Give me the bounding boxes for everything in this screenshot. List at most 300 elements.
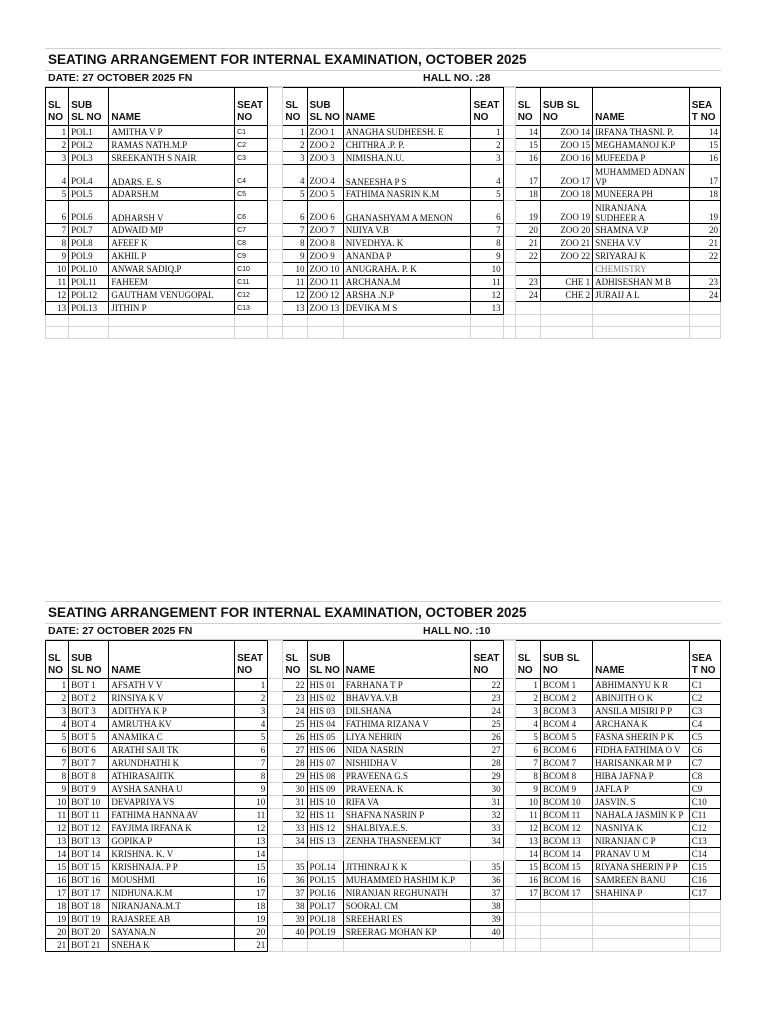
sl-no-cell: 3: [46, 152, 69, 165]
student-name-cell: CHEMISTRY: [593, 263, 690, 276]
seat-no-cell: 11: [235, 809, 268, 822]
sl-no-cell: 8: [46, 237, 69, 250]
seat-no-cell: C7: [235, 224, 268, 237]
spacer-cell: [268, 861, 283, 874]
seat-no-cell: 19: [689, 201, 720, 224]
sl-no-cell: 34: [283, 835, 307, 848]
seat-no-cell: 8: [471, 237, 503, 250]
student-name-cell: JITHIN P: [109, 302, 235, 315]
seat-no-cell: C7: [689, 757, 720, 770]
sub-sl-no-cell: BOT 16: [69, 874, 109, 887]
sl-no-cell: 15: [46, 861, 69, 874]
spacer-cell: [503, 152, 515, 165]
sub-sl-no-cell: BCOM 2: [540, 692, 592, 705]
header-row: [46, 88, 721, 126]
seat-no-cell: C15: [689, 861, 720, 874]
student-name-cell: ADWAID MP: [109, 224, 235, 237]
empty-cell: [109, 315, 235, 327]
sl-no-cell: 6: [283, 201, 307, 224]
seat-no-cell: [689, 900, 720, 913]
sl-no-cell: 5: [515, 731, 540, 744]
sub-sl-no-cell: ZOO 18: [540, 188, 592, 201]
sl-no-cell: 29: [283, 770, 307, 783]
student-name-cell: SOORAJ. CM: [343, 900, 471, 913]
student-name-cell: NIVEDHYA. K: [343, 237, 471, 250]
student-name-cell: GAUTHAM VENUGOPAL: [109, 289, 235, 302]
sl-no-cell: 17: [515, 887, 540, 900]
sl-no-cell: 18: [46, 900, 69, 913]
student-name-cell: FATHIMA NASRIN K.M: [343, 188, 471, 201]
sub-sl-no-cell: BOT 10: [69, 796, 109, 809]
column-header: SL NO: [283, 88, 307, 126]
student-name-cell: SAYANA.N: [109, 926, 235, 939]
student-name-cell: ADHARSH V: [109, 201, 235, 224]
student-name-cell: ANAGHA SUDHEESH. E: [343, 126, 471, 139]
sl-no-cell: 2: [46, 692, 69, 705]
student-name-cell: FAYJIMA IRFANA K: [109, 822, 235, 835]
table-row: [46, 744, 721, 757]
spacer-cell: [503, 641, 515, 679]
seat-no-cell: C4: [235, 165, 268, 188]
sl-no-cell: 23: [283, 692, 307, 705]
seat-no-cell: 17: [689, 165, 720, 188]
sub-sl-no-cell: [540, 913, 592, 926]
sl-no-cell: 11: [283, 276, 307, 289]
sub-sl-no-cell: BCOM 3: [540, 705, 592, 718]
student-name-cell: [343, 939, 471, 952]
sub-sl-no-cell: BCOM 15: [540, 861, 592, 874]
spacer-cell: [268, 848, 283, 861]
sl-no-cell: [515, 913, 540, 926]
student-name-cell: FATHIMA HANNA AV: [109, 809, 235, 822]
sl-no-cell: [283, 939, 307, 952]
sub-sl-no-cell: BCOM 9: [540, 783, 592, 796]
sl-no-cell: 23: [515, 276, 540, 289]
sub-sl-no-cell: [540, 926, 592, 939]
table-row: [46, 679, 721, 692]
seat-no-cell: C12: [235, 289, 268, 302]
spacer-cell: [503, 718, 515, 731]
sl-no-cell: 8: [283, 237, 307, 250]
student-name-cell: ARATHI SAJI TK: [109, 744, 235, 757]
spacer-cell: [268, 783, 283, 796]
sl-no-cell: 21: [46, 939, 69, 952]
column-header: NAME: [109, 641, 235, 679]
sl-no-cell: 1: [283, 126, 307, 139]
column-header: NAME: [109, 88, 235, 126]
exam-date: DATE: 27 OCTOBER 2025 FN: [48, 625, 193, 637]
seat-no-cell: 5: [471, 188, 503, 201]
sub-sl-no-cell: BOT 18: [69, 900, 109, 913]
student-name-cell: SNEHA K: [109, 939, 235, 952]
student-name-cell: CHITHRA .P. P.: [343, 139, 471, 152]
spacer-cell: [503, 939, 515, 952]
seat-no-cell: 31: [471, 796, 503, 809]
seat-no-cell: 20: [689, 224, 720, 237]
spacer-cell: [503, 900, 515, 913]
sub-sl-no-cell: [540, 302, 592, 315]
student-name-cell: MUHAMMED HASHIM K.P: [343, 874, 471, 887]
student-name-cell: [593, 939, 690, 952]
seat-no-cell: C13: [689, 835, 720, 848]
spacer-cell: [268, 152, 283, 165]
student-name-cell: LIYA NEHRIN: [343, 731, 471, 744]
student-name-cell: SRIYARAJ K: [593, 250, 690, 263]
spacer-cell: [503, 201, 515, 224]
sl-no-cell: 4: [283, 165, 307, 188]
column-header: SEAT NO: [471, 88, 503, 126]
sl-no-cell: 9: [515, 783, 540, 796]
spacer-cell: [503, 165, 515, 188]
spacer-cell: [503, 289, 515, 302]
column-header: SEA T NO: [689, 641, 720, 679]
student-name-cell: ADARS. E. S: [109, 165, 235, 188]
sl-no-cell: 5: [283, 188, 307, 201]
seat-no-cell: 11: [471, 276, 503, 289]
column-header: NAME: [593, 88, 690, 126]
seat-no-cell: 4: [471, 165, 503, 188]
seat-no-cell: 14: [689, 126, 720, 139]
seat-no-cell: 13: [235, 835, 268, 848]
student-name-cell: SHAHINA P: [593, 887, 690, 900]
sl-no-cell: 16: [515, 874, 540, 887]
student-name-cell: HIBA JAFNA P: [593, 770, 690, 783]
sl-no-cell: 14: [46, 848, 69, 861]
seat-no-cell: C10: [689, 796, 720, 809]
sub-sl-no-cell: POL9: [69, 250, 109, 263]
student-name-cell: DILSHANA: [343, 705, 471, 718]
column-header: SUB SL NO: [307, 88, 343, 126]
sl-no-cell: 19: [46, 913, 69, 926]
seat-no-cell: [689, 913, 720, 926]
table-row: [46, 887, 721, 900]
student-name-cell: ABINJITH O K: [593, 692, 690, 705]
sl-no-cell: 3: [283, 152, 307, 165]
sub-sl-no-cell: ZOO 14: [540, 126, 592, 139]
seat-no-cell: C3: [235, 152, 268, 165]
seat-no-cell: C17: [689, 887, 720, 900]
student-name-cell: GOPIKA P: [109, 835, 235, 848]
seat-no-cell: 2: [471, 139, 503, 152]
spacer-cell: [503, 224, 515, 237]
student-name-cell: PRAVEENA. K: [343, 783, 471, 796]
sub-sl-no-cell: BCOM 10: [540, 796, 592, 809]
spacer-cell: [503, 731, 515, 744]
sl-no-cell: 7: [283, 224, 307, 237]
sl-no-cell: 10: [515, 796, 540, 809]
sub-sl-no-cell: ZOO 5: [307, 188, 343, 201]
seat-no-cell: 24: [471, 705, 503, 718]
sub-sl-no-cell: ZOO 1: [307, 126, 343, 139]
sub-sl-no-cell: HIS 08: [307, 770, 343, 783]
empty-cell: [515, 315, 540, 327]
sl-no-cell: 30: [283, 783, 307, 796]
spacer-cell: [268, 718, 283, 731]
student-name-cell: JITHINRAJ K K: [343, 861, 471, 874]
spacer-cell: [268, 926, 283, 939]
seat-no-cell: 18: [689, 188, 720, 201]
spacer-cell: [268, 263, 283, 276]
sl-no-cell: 12: [515, 822, 540, 835]
student-name-cell: RAMAS NATH.M.P: [109, 139, 235, 152]
sub-sl-no-cell: BCOM 12: [540, 822, 592, 835]
student-name-cell: GHANASHYAM A MENON: [343, 201, 471, 224]
sub-sl-no-cell: BOT 8: [69, 770, 109, 783]
sub-sl-no-cell: POL11: [69, 276, 109, 289]
sl-no-cell: 4: [46, 718, 69, 731]
student-name-cell: ZENHA THASNEEM.KT: [343, 835, 471, 848]
column-header: SUB SL NO: [307, 641, 343, 679]
table-row: [46, 165, 721, 188]
spacer-cell: [503, 835, 515, 848]
seat-no-cell: 9: [471, 250, 503, 263]
seat-no-cell: 5: [235, 731, 268, 744]
sub-sl-no-cell: BCOM 7: [540, 757, 592, 770]
empty-cell: [593, 327, 690, 339]
seat-no-cell: 40: [471, 926, 503, 939]
sub-sl-no-cell: BCOM 1: [540, 679, 592, 692]
sub-sl-no-cell: POL10: [69, 263, 109, 276]
seat-no-cell: 8: [235, 770, 268, 783]
student-name-cell: AMITHA V P: [109, 126, 235, 139]
seat-no-cell: 14: [235, 848, 268, 861]
table-row: [46, 250, 721, 263]
sub-sl-no-cell: BCOM 13: [540, 835, 592, 848]
spacer-cell: [268, 289, 283, 302]
spacer-cell: [268, 237, 283, 250]
seat-no-cell: 7: [235, 757, 268, 770]
sl-no-cell: 8: [46, 770, 69, 783]
seat-no-cell: C6: [235, 201, 268, 224]
student-name-cell: MUHAMMED ADNAN VP: [593, 165, 690, 188]
table-row: [46, 731, 721, 744]
table-row: [46, 939, 721, 952]
sub-sl-no-cell: POL8: [69, 237, 109, 250]
sl-no-cell: 36: [283, 874, 307, 887]
sl-no-cell: 8: [515, 770, 540, 783]
empty-cell: [283, 315, 307, 327]
sl-no-cell: 2: [46, 139, 69, 152]
seat-no-cell: 12: [235, 822, 268, 835]
hall-number: HALL NO. :10: [423, 625, 491, 637]
sl-no-cell: 4: [515, 718, 540, 731]
sub-sl-no-cell: BOT 1: [69, 679, 109, 692]
hall-number: HALL NO. :28: [423, 72, 491, 84]
student-name-cell: NIDA NASRIN: [343, 744, 471, 757]
sub-sl-no-cell: POL15: [307, 874, 343, 887]
sl-no-cell: 25: [283, 718, 307, 731]
spacer-cell: [503, 692, 515, 705]
seat-no-cell: C13: [235, 302, 268, 315]
spacer-cell: [503, 250, 515, 263]
empty-cell: [540, 315, 592, 327]
sl-no-cell: 22: [515, 250, 540, 263]
spacer-cell: [268, 126, 283, 139]
student-name-cell: NIDHUNA.K.M: [109, 887, 235, 900]
spacer-cell: [503, 276, 515, 289]
sl-no-cell: 1: [46, 126, 69, 139]
student-name-cell: KRISHNAJA. P P: [109, 861, 235, 874]
sub-sl-no-cell: ZOO 22: [540, 250, 592, 263]
sl-no-cell: 4: [46, 165, 69, 188]
seat-no-cell: 1: [235, 679, 268, 692]
spacer-cell: [503, 705, 515, 718]
spacer-cell: [268, 139, 283, 152]
student-name-cell: MEGHAMANOJ K.P: [593, 139, 690, 152]
table-row: [46, 126, 721, 139]
sl-no-cell: 33: [283, 822, 307, 835]
empty-cell: [471, 327, 503, 339]
sub-sl-no-cell: BOT 9: [69, 783, 109, 796]
seat-no-cell: 20: [235, 926, 268, 939]
sl-no-cell: [283, 848, 307, 861]
column-header: SL NO: [46, 88, 69, 126]
empty-cell: [109, 327, 235, 339]
sub-sl-no-cell: POL18: [307, 913, 343, 926]
sub-sl-no-cell: ZOO 20: [540, 224, 592, 237]
exam-date: DATE: 27 OCTOBER 2025 FN: [48, 72, 193, 84]
sl-no-cell: 13: [515, 835, 540, 848]
seat-no-cell: 3: [471, 152, 503, 165]
student-name-cell: AMRUTHA KV: [109, 718, 235, 731]
spacer-cell: [503, 302, 515, 315]
sl-no-cell: 5: [46, 731, 69, 744]
student-name-cell: SANEESHA P S: [343, 165, 471, 188]
sub-sl-no-cell: BCOM 6: [540, 744, 592, 757]
sl-no-cell: 2: [515, 692, 540, 705]
sub-sl-no-cell: ZOO 3: [307, 152, 343, 165]
seat-no-cell: C5: [689, 731, 720, 744]
sl-no-cell: [515, 900, 540, 913]
seat-no-cell: 39: [471, 913, 503, 926]
seat-no-cell: 32: [471, 809, 503, 822]
sl-no-cell: 17: [515, 165, 540, 188]
empty-cell: [268, 327, 283, 339]
spacer-cell: [268, 744, 283, 757]
student-name-cell: SHAFNA NASRIN P: [343, 809, 471, 822]
empty-cell: [689, 327, 720, 339]
sl-no-cell: 40: [283, 926, 307, 939]
sl-no-cell: 3: [515, 705, 540, 718]
sl-no-cell: 22: [283, 679, 307, 692]
table-row: [46, 276, 721, 289]
sl-no-cell: 10: [283, 263, 307, 276]
table-row: [46, 757, 721, 770]
sub-sl-no-cell: POL13: [69, 302, 109, 315]
spacer-cell: [268, 731, 283, 744]
seat-no-cell: 22: [689, 250, 720, 263]
seat-no-cell: 24: [689, 289, 720, 302]
student-name-cell: NISHIDHA V: [343, 757, 471, 770]
empty-cell: [343, 327, 471, 339]
sub-sl-no-cell: BOT 19: [69, 913, 109, 926]
sl-no-cell: 14: [515, 848, 540, 861]
table-row: [46, 705, 721, 718]
seat-no-cell: C16: [689, 874, 720, 887]
student-name-cell: FATHIMA RIZANA V: [343, 718, 471, 731]
seat-no-cell: [689, 939, 720, 952]
sl-no-cell: 1: [515, 679, 540, 692]
seat-no-cell: 28: [471, 757, 503, 770]
sl-no-cell: 31: [283, 796, 307, 809]
table-row: [46, 718, 721, 731]
sl-no-cell: 13: [46, 835, 69, 848]
student-name-cell: ANAMIKA C: [109, 731, 235, 744]
student-name-cell: DEVAPRIYA VS: [109, 796, 235, 809]
seat-no-cell: 10: [471, 263, 503, 276]
column-header: SUB SL NO: [540, 641, 592, 679]
seat-no-cell: 4: [235, 718, 268, 731]
student-name-cell: RIYANA SHERIN P P: [593, 861, 690, 874]
seat-no-cell: 25: [471, 718, 503, 731]
table-row: [46, 139, 721, 152]
sl-no-cell: 9: [283, 250, 307, 263]
sub-sl-no-cell: ZOO 6: [307, 201, 343, 224]
seat-no-cell: 15: [235, 861, 268, 874]
sl-no-cell: 16: [46, 874, 69, 887]
student-name-cell: FAHEEM: [109, 276, 235, 289]
sub-sl-no-cell: HIS 02: [307, 692, 343, 705]
sub-sl-no-cell: ZOO 2: [307, 139, 343, 152]
sl-no-cell: 37: [283, 887, 307, 900]
table-row: [46, 263, 721, 276]
spacer-cell: [268, 641, 283, 679]
seat-no-cell: [689, 302, 720, 315]
sl-no-cell: 11: [46, 809, 69, 822]
sub-sl-no-cell: BCOM 5: [540, 731, 592, 744]
sub-sl-no-cell: BOT 2: [69, 692, 109, 705]
sub-sl-no-cell: HIS 05: [307, 731, 343, 744]
sl-no-cell: [515, 939, 540, 952]
empty-cell: [689, 315, 720, 327]
table-row: [46, 188, 721, 201]
sl-no-cell: 17: [46, 887, 69, 900]
student-name-cell: MOUSHMI: [109, 874, 235, 887]
seat-no-cell: 27: [471, 744, 503, 757]
sub-sl-no-cell: ZOO 12: [307, 289, 343, 302]
sub-sl-no-cell: HIS 10: [307, 796, 343, 809]
seat-no-cell: 30: [471, 783, 503, 796]
sub-sl-no-cell: BCOM 11: [540, 809, 592, 822]
sub-sl-no-cell: BOT 6: [69, 744, 109, 757]
sl-no-cell: 12: [46, 289, 69, 302]
spacer-cell: [503, 809, 515, 822]
table-row: [46, 913, 721, 926]
student-name-cell: ADARSH.M: [109, 188, 235, 201]
seat-no-cell: C11: [689, 809, 720, 822]
seat-no-cell: 6: [471, 201, 503, 224]
empty-cell: [283, 327, 307, 339]
student-name-cell: AKHIL P: [109, 250, 235, 263]
spacer-cell: [503, 822, 515, 835]
table-row: [46, 796, 721, 809]
spacer-cell: [503, 926, 515, 939]
spacer-cell: [268, 809, 283, 822]
spacer-cell: [503, 126, 515, 139]
sl-no-cell: 10: [46, 263, 69, 276]
sub-sl-no-cell: BCOM 14: [540, 848, 592, 861]
seat-no-cell: 23: [471, 692, 503, 705]
student-name-cell: [593, 926, 690, 939]
seating-table: [45, 640, 721, 952]
column-header: SL NO: [283, 641, 307, 679]
sl-no-cell: 13: [283, 302, 307, 315]
column-header: SEAT NO: [235, 641, 268, 679]
sub-sl-no-cell: ZOO 16: [540, 152, 592, 165]
student-name-cell: DEVIKA M S: [343, 302, 471, 315]
table-row: [46, 224, 721, 237]
student-name-cell: KRISHNA. K. V: [109, 848, 235, 861]
